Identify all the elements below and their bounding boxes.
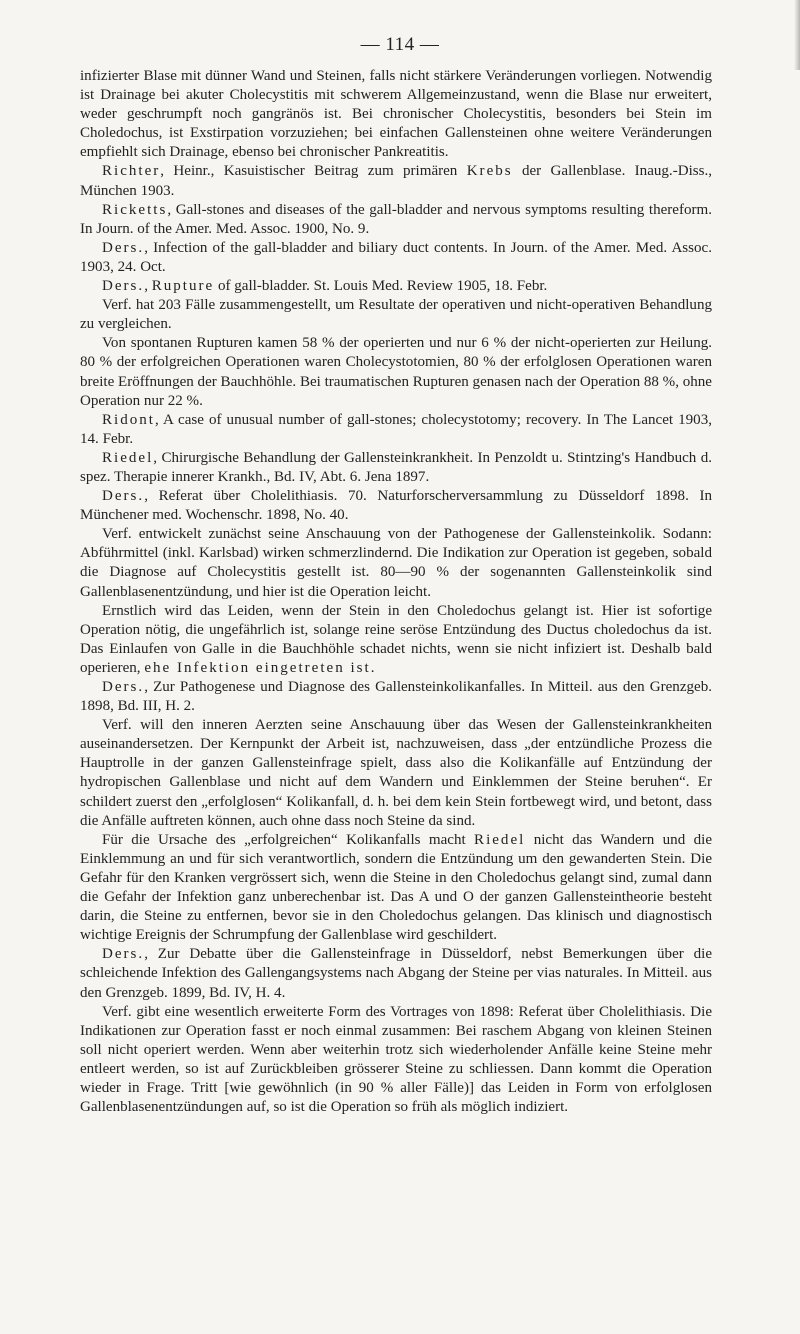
text-run: of gall-bladder. St. Louis Med. Review 1905, 18. Febr.	[214, 278, 548, 295]
paragraph	[80, 296, 712, 334]
spaced-text: ehe Infektion eingetreten ist.	[144, 659, 377, 676]
text-run: Verf. hat 203 Fälle zusammengestellt, um Resultate der operativen und nicht-operativen Behandlung zu vergleichen.	[80, 297, 712, 333]
text-run: nicht das Wandern und die Einklemmung an und für sich verantwortlich, sondern die Entzündung um den gewanderten Stein. Die Gefahr für den Kranken vergrössert sich, wenn die Steine in den Choledochus gelangt sind, zumal dann die Gefahr der Infektion ganz unberechenbar ist. Das A und O der ganzen Gallensteintheorie besteht darin, die Steine zu entfernen, bevor sie in den Choledochus gelangen. Das klinisch und diagnostisch wichtige Ereignis der Schrumpfung der Gallenblase wird geschildert.	[80, 831, 712, 944]
text-run: , Zur Pathogenese und Diagnose des Gallensteinkolikanfalles. In Mitteil. aus den Grenzgeb. 1898, Bd. III, H. 2.	[80, 679, 712, 715]
paragraph	[80, 716, 712, 831]
spaced-text: Ders.	[102, 679, 145, 695]
paragraph	[80, 277, 712, 296]
text-run: Von spontanen Rupturen kamen 58 % der operierten und nur 6 % der nicht-operierten zur Heilung. 80 % der erfolgreichen Operationen waren Cholecystotomien, 80 % der erfolglosen Operationen waren breite Eröffnungen der Bauchhöhle. Bei traumatischen Rupturen genasen nach der Operation 88 %, ohne Operation nur 22 %.	[80, 335, 712, 409]
paragraph	[80, 411, 712, 449]
text-run: Für die Ursache des „erfolgreichen“ Kolikanfalls macht	[102, 831, 475, 848]
text-run: Verf. will den inneren Aerzten seine Anschauung über das Wesen der Gallensteinkrankheiten auseinandersetzen. Der Kernpunkt der Arbeit ist, nachzuweisen, dass „der entzündliche Prozess die Hauptrolle in der ganzen Gallensteinfrage spielt, dass also die Kolikanfälle auf Entzündung der hydropischen Gallenblase und nicht auf dem Wandern und Einklemmen der Steine beruhen“. Er schildert zuerst den „erfolglosen“ Kolikanfall, d. h. bei dem kein Stein fortbewegt wird, und betont, dass die Anfälle auftreten können, auch ohne dass noch Steine da sind.	[80, 717, 712, 829]
spaced-text: Ders.	[102, 278, 145, 295]
text-run: infizierter Blase mit dünner Wand und Steinen, falls nicht stärkere Veränderungen vorliegen. Notwendig ist Drainage bei akuter Cholecystitis mit schwerem Allgemeinzustand, wenn die Blase nur erweitert, weder geschrumpft noch gangränös ist. Bei chronischer Cholecystitis, besonders bei Stein im Choledochus, ist Exstirpation vorzuziehen; bei einfachen Gallensteinen ohne weitere Veränderungen empfiehlt sich Drainage, ebenso bei chronischer Pankreatitis.	[80, 68, 712, 161]
paragraph	[80, 162, 712, 200]
spaced-text: Ders.	[102, 239, 145, 256]
text-run: , Gall-stones and diseases of the gall-bladder and nervous symptoms resulting thereform. In Journ. of the Amer. Med. Assoc. 1900, No. 9.	[80, 201, 712, 237]
spaced-text: Richter	[102, 163, 161, 180]
spaced-text: Ridont	[102, 411, 155, 428]
text-run: Verf. gibt eine wesentlich erweiterte Form des Vortrages von 1898: Referat über Cholelithiasis. Die Indikationen zur Operation fasst er noch einmal zusammen: Bei raschem Abgang von kleinen Steinen soll nicht operiert werden. Wenn aber weiterhin trotz sich wiederholender Anfälle keine Steine mehr entleert werden, so ist auf Zurückbleiben grösserer Steine zu schliessen. Dann kommt die Operation wieder in Frage. Tritt [wie gewöhnlich (in 90 % aller Fälle)] das Leiden in Form von erfolglosen Gallenblasenentzündungen auf, so ist die Operation so früh als möglich indiziert.	[80, 1003, 712, 1116]
text-run: , A case of unusual number of gall-stones; cholecystotomy; recovery. In The Lancet 1903, 14. Febr.	[80, 411, 712, 447]
paragraph	[80, 678, 712, 716]
spaced-text: Riedel	[474, 831, 526, 848]
text-run: ,	[144, 278, 152, 295]
spaced-text: Ricketts	[102, 201, 168, 218]
paragraph	[80, 449, 712, 487]
text-run: , Referat über Cholelithiasis. 70. Naturforscherversammlung zu Düsseldorf 1898. In Münchener med. Wochenschr. 1898, No. 40.	[80, 488, 712, 524]
text-run: , Heinr., Kasuistischer Beitrag zum primären	[160, 163, 467, 180]
paragraph	[80, 1003, 712, 1118]
text-run: , Zur Debatte über die Gallensteinfrage in Düsseldorf, nebst Bemerkungen über die schleichende Infektion des Gallengangsystems nach Abgang der Steine per vias naturales. In Mitteil. aus den Grenzgeb. 1899, Bd. IV, H. 4.	[80, 946, 712, 1001]
paragraph	[80, 945, 712, 1002]
paragraph	[80, 602, 712, 678]
paragraph	[80, 67, 712, 162]
paragraph	[80, 201, 712, 239]
paragraph	[80, 831, 712, 946]
spaced-text: Ders.	[102, 488, 145, 505]
text-run: der Gallenblase. Inaug.-Diss., München 1903.	[80, 163, 712, 199]
spaced-text: Riedel	[102, 449, 154, 466]
page-number: — 114 —	[360, 34, 440, 55]
body-text	[80, 67, 712, 1117]
paragraph	[80, 334, 712, 410]
paragraph	[80, 487, 712, 525]
spaced-text: Ders.	[102, 946, 145, 963]
text-run: Verf. entwickelt zunächst seine Anschauung von der Pathogenese der Gallensteinkolik. Sodann: Abführmittel (inkl. Karlsbad) wirken schmerzlindernd. Die Indikation zur Operation ist gegeben, sobald die Diagnose auf Cholecystitis gestellt ist. 80—90 % der sogenannten Gallensteinkolik sind Gallenblasenentzündung, und hier ist die Operation leicht.	[80, 526, 712, 600]
text-run: , Chirurgische Behandlung der Gallensteinkrankheit. In Penzoldt u. Stintzing's Handbuch d. spez. Therapie innerer Krankh., Bd. IV, Abt. 6. Jena 1897.	[80, 449, 712, 485]
text-run: , Infection of the gall-bladder and biliary duct contents. In Journ. of the Amer. Med. Assoc. 1903, 24. Oct.	[80, 239, 712, 275]
spaced-text: Rupture	[151, 278, 215, 295]
paragraph	[80, 525, 712, 601]
spaced-text: Krebs	[466, 163, 513, 180]
paragraph	[80, 239, 712, 277]
text-run: Ernstlich wird das Leiden, wenn der Stein in den Choledochus gelangt ist. Hier ist sofortige Operation nötig, die ungefährlich ist, solange reine seröse Entzündung des Ductus choledochus da ist. Das Einlaufen von Galle in die Bauchhöhle schadet nichts, wenn sie nicht infiziert ist. Deshalb bald operieren,	[80, 602, 712, 676]
